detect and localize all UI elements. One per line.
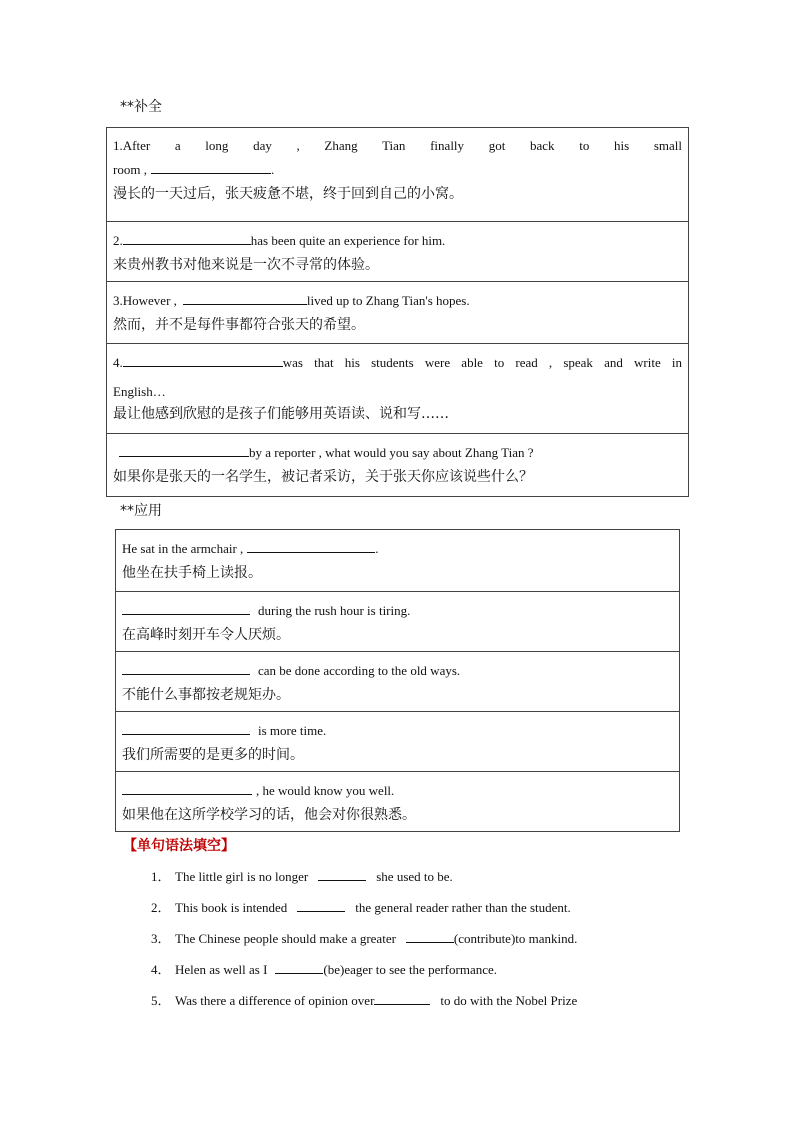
sentence-text: , he would know you well. [256,783,395,798]
section-heading-application: **应用 [120,503,162,519]
question-text: the general reader rather than the student. [355,900,571,915]
question-number: 2． [151,900,171,915]
answer-blank[interactable] [183,292,307,305]
grammar-question-2 [151,899,671,915]
table-cell [107,222,689,282]
sentence-english [113,354,682,370]
sentence-english: 1.After a long day , Zhang Tian finally got back to his small [113,138,682,153]
question-number: 3． [151,931,171,946]
question-text: to do with the Nobel Prize [440,993,578,1008]
sentence-chinese: 他坐在扶手椅上读报。 [122,565,262,581]
grammar-question-3 [151,930,671,946]
sentence-chinese: 来贵州教书对他来说是一次不寻常的体验。 [113,257,379,273]
answer-blank[interactable] [247,540,375,553]
table-cell [107,128,689,222]
completion-table [106,127,689,497]
sentence-chinese: 漫长的一天过后，张天疲惫不堪，终于回到自己的小窝。 [113,186,463,202]
table-cell [116,712,680,772]
table-cell [116,530,680,592]
sentence-chinese: 在高峰时刻开车令人厌烦。 [122,627,290,643]
answer-blank[interactable] [318,868,366,881]
grammar-question-5 [151,992,671,1008]
answer-blank[interactable] [297,899,345,912]
answer-blank[interactable] [374,992,430,1005]
table-row [107,282,689,344]
question-text: Helen as well as I [175,962,268,977]
answer-blank[interactable] [119,444,249,457]
table-row [107,434,689,497]
answer-blank[interactable] [122,662,250,675]
table-row [107,344,689,434]
table-row [116,652,680,712]
sentence-text: has been quite an experience for him. [250,233,446,248]
sentence-english [122,602,673,618]
answer-blank[interactable] [275,961,323,974]
answer-blank[interactable] [122,602,250,615]
table-cell [116,772,680,832]
sentence-text: 4. [113,355,123,370]
sentence-english [113,232,682,248]
question-text: The little girl is no longer [175,869,309,884]
sentence-text: He sat in the armchair , [122,541,244,556]
question-number: 4． [151,962,171,977]
sentence-english-line2: English… [113,384,166,399]
table-row [116,592,680,652]
table-row [107,222,689,282]
sentence-english [122,662,673,678]
sentence-text: is more time. [258,723,327,738]
table-row [107,128,689,222]
answer-blank[interactable] [123,354,283,367]
sentence-chinese: 如果他在这所学校学习的话，他会对你很熟悉。 [122,807,416,823]
answer-blank[interactable] [123,232,251,245]
sentence-chinese: 如果你是张天的一名学生，被记者采访，关于张天你应该说些什么？ [113,469,533,485]
question-text: Was there a difference of opinion over [175,993,375,1008]
question-text: The Chinese people should make a greater [175,931,396,946]
table-cell [107,282,689,344]
sentence-english [113,444,682,460]
sentence-text: room , [113,162,147,177]
grammar-section-title: 【单句语法填空】 [123,838,235,854]
sentence-chinese: 不能什么事都按老规矩办。 [122,687,290,703]
answer-blank[interactable] [122,782,252,795]
grammar-question-4 [151,961,671,977]
table-cell [107,344,689,434]
question-text: she used to be. [376,869,453,884]
sentence-text: can be done according to the old ways. [258,663,461,678]
table-cell [116,592,680,652]
grammar-question-1 [151,868,671,884]
sentence-chinese: 我们所需要的是更多的时间。 [122,747,304,763]
question-text: This book is intended [175,900,288,915]
section-heading-completion: **补全 [120,99,162,115]
table-row [116,530,680,592]
sentence-text: by a reporter , what would you say about Zhang Tian ? [249,445,534,460]
sentence-text: was that his students were able to read , speak and write in [282,355,682,370]
sentence-english: He sat in the armchair , . [122,541,379,556]
table-row [116,772,680,832]
sentence-text: during the rush hour is tiring. [258,603,411,618]
table-cell [107,434,689,497]
sentence-english [113,292,682,308]
sentence-english-line2: room , . [113,162,275,177]
answer-blank[interactable] [406,930,454,943]
application-table [115,529,680,832]
table-cell [116,652,680,712]
sentence-text: 3.However , [113,293,177,308]
question-text: (be)eager to see the performance. [323,962,498,977]
sentence-english [122,722,673,738]
question-number: 5． [151,993,171,1008]
question-text: (contribute)to mankind. [453,931,578,946]
question-number: 1． [151,869,171,884]
sentence-chinese: 最让他感到欣慰的是孩子们能够用英语读、说和写…… [113,406,449,422]
sentence-chinese: 然而，并不是每件事都符合张天的希望。 [113,317,365,333]
table-row [116,712,680,772]
sentence-english [122,782,673,798]
answer-blank[interactable] [122,722,250,735]
sentence-text: lived up to Zhang Tian's hopes. [306,293,470,308]
answer-blank[interactable] [151,161,271,174]
sentence-text: 2. [113,233,123,248]
